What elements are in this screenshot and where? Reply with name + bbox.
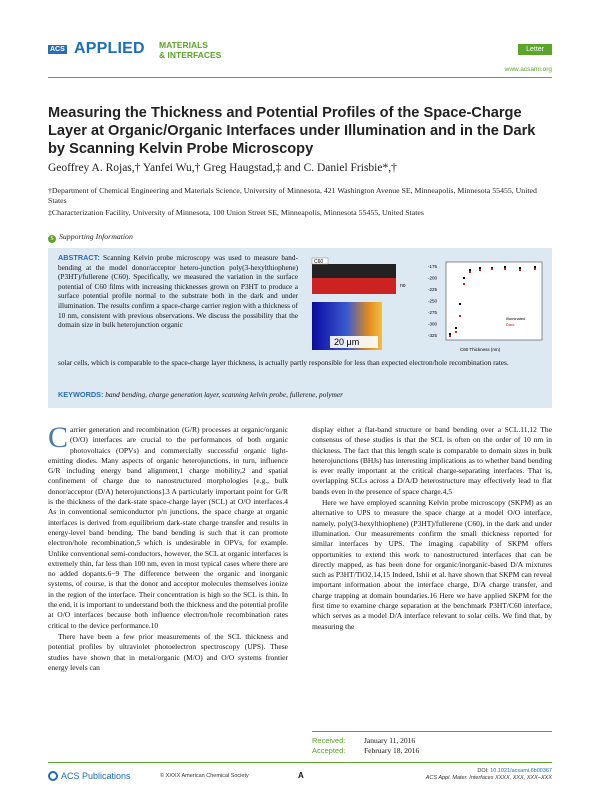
device-top-layer (312, 264, 396, 278)
page-number: A (298, 771, 304, 780)
accepted-date: February 18, 2016 (364, 746, 420, 755)
legend-illuminated: Illuminated (506, 316, 526, 321)
device-red-layer (312, 278, 396, 294)
article-type-badge: Letter (518, 44, 552, 55)
no-label: no (400, 283, 406, 289)
doi-link[interactable]: 10.1021/acsami.6b00367 (490, 768, 552, 774)
plot-point-illuminated (504, 266, 506, 268)
supporting-info-icon: S (48, 235, 56, 243)
dates-rule (312, 731, 552, 732)
journal-name-line2: MATERIALS (159, 40, 208, 50)
plot-point-illuminated (455, 327, 457, 329)
received-date: January 11, 2016 (364, 736, 416, 745)
copyright: © XXXX American Chemical Society (160, 773, 249, 779)
body-left-column (48, 421, 288, 674)
plot-point-dark (519, 269, 521, 271)
plot-point-illuminated (519, 267, 521, 269)
plot-y-tick: -225 (428, 287, 438, 292)
scale-bar-label: 20 μm (334, 337, 360, 347)
plot-point-illuminated (534, 266, 536, 268)
plot-point-illuminated (463, 277, 465, 279)
plot-point-illuminated (459, 303, 461, 305)
plot-point-dark (463, 283, 465, 285)
toc-graphic (310, 254, 546, 354)
plot-point-illuminated (469, 269, 471, 271)
plot-y-tick: -275 (428, 310, 438, 315)
received-dates (312, 736, 419, 756)
affiliation-1: †Department of Chemical Engineering and Materials Science, University of Minnesota, 421 Washington Avenue SE, Minneapolis, Minnesota 55455, United States (48, 186, 537, 205)
potential-plot (428, 262, 542, 352)
author-list: Geoffrey A. Rojas,† Yanfei Wu,† Greg Haugstad,‡ and C. Daniel Frisbie*,† (48, 162, 397, 174)
plot-y-tick: -200 (428, 275, 438, 281)
journal-website[interactable]: www.acsami.org (504, 66, 552, 73)
supporting-information-link[interactable]: S Supporting Information (48, 232, 133, 243)
acs-logo-icon (48, 771, 58, 781)
plot-point-illuminated (449, 333, 451, 335)
plot-y-tick: -175 (428, 264, 438, 269)
keywords (58, 390, 544, 400)
plot-y-tick: -325 (428, 333, 438, 338)
plot-point-dark (534, 268, 536, 270)
plot-x-label: C60 Thickness (nm) (460, 347, 501, 352)
plot-point-dark (459, 315, 461, 317)
affiliation-2: ‡Characterization Facility, University of Minnesota, 100 Union Street SE, Minneapolis, Minnesota 55455, United States (48, 208, 424, 217)
legend-dark: Dark (506, 322, 515, 327)
journal-name: APPLIED (74, 40, 145, 57)
keywords-values: band bending, charge generation layer, scanning kelvin probe, fullerene, polymer (105, 390, 343, 399)
plot-point-dark (479, 269, 481, 271)
acs-logo: ACS (50, 46, 65, 53)
plot-point-dark (491, 268, 493, 270)
abstract-text: ABSTRACT: Scanning Kelvin probe microscopy was used to measure band-bending at the model donor/acceptor hetero-junction poly(3-hexylthiophene) (P3HT)/fullerene (C60). Specifically, we measured the variation in the surface potential of C60 films with increasing thicknesses grown on P3HT to produce a surface potential profile normal to the substrate both in the dark and under illumination. The results confirm a space-charge carrier region with a thickness of 10 nm, consistent with previous observations. We discuss the possibility that the domain size in bulk heterojunction organic (58, 253, 298, 330)
abstract-text-continued: solar cells, which is comparable to the space-charge layer thickness, is actually partly responsible for less than expected electron/hole recombination rates. (58, 358, 509, 367)
plot-point-dark (455, 331, 457, 333)
footer-rule (48, 762, 552, 763)
plot-y-tick: -300 (428, 321, 438, 327)
journal-name-line3: & INTERFACES (159, 50, 222, 60)
paragraph-skpm: Here we have employed scanning Kelvin probe microscopy (SKPM) as an alternative to UPS to measure the space charge at a model O/O interface, namely, poly(3-hexylthiophene) (P3HT)/fullerene (C60), in the dark and under illumination. Our measurements confirm the small thickness reported for similar interfaces by UPS. The imaging capability of SKPM offers opportunities to extend this work to nanostructured interfaces that can be directly mapped, as has been done for organic/inorganic-based D/A mixtures such as P3HT/TiO2.14,15 Indeed, Ishii et al. have shown that SKPM can reveal important information about the interface charge, D/A charge transfer, and charge trapping at domain boundaries.16 Here we have applied SKPM for the first time to examine charge separation at the benchmark P3HT/C60 interface, which serves as a model D/A interface relevant to solar cells. We find that, by measuring the (312, 498, 552, 631)
paragraph-continued: display either a flat-band structure or band bending over a SCL.11,12 The consensus of these studies is that the SCL is often on the order of 10 nm in thickness. The fact that this length scale is comparable to domain sizes in bulk heterojunctions (BHJs) has interesting implications as to whether band bending is ever really important at the critical charge-separating interfaces. That is, overlapping SCLs across a D/A/D heterostructure may effectively lead to flat bands even in the presence of space charge.4,5 (312, 425, 552, 496)
plot-point-dark (504, 268, 506, 270)
header-rule (48, 77, 552, 78)
body-right-column (312, 425, 552, 633)
doi-block: DOI: 10.1021/acsami.6b00367 ACS Appl. Mater. Interfaces XXXX, XXX, XXX−XXX (425, 768, 552, 781)
acs-publications-logo: ACS Publications (48, 771, 131, 781)
article-title: Measuring the Thickness and Potential Profiles of the Space-Charge Layer at Organic/Organic Interfaces under Illumination and in the Dark by Scanning Kelvin Probe Microscopy (48, 105, 536, 157)
citation: ACS Appl. Mater. Interfaces XXXX, XXX, XXX−XXX (425, 775, 552, 781)
plot-point-dark (469, 271, 471, 273)
accepted-label: Accepted: (312, 746, 346, 755)
received-label: Received: (312, 736, 346, 745)
plot-y-tick: -250 (428, 298, 438, 304)
journal-header (48, 40, 552, 74)
paragraph-intro: Carrier generation and recombination (G/R) processes at organic/organic (O/O) interfaces are crucial to the performances of both organic photovoltaics (OPVs) and commercially successful organic light-emitting diodes. Many aspects of organic heterojunctions, in turn, influence G/R including energy band alignment,1 charge mobility,2 and spatial confinement of charge due to nanostructured morphologies [e.g., bulk donor/acceptor (D/A) heterojunctions].3 A particularly important point for G/R is the thickness of the dark-state space-charge layer (SCL) at O/O interfaces.4 As in conventional semiconductor p/n junctions, the space charge at organic interfaces is derived from equilibrium dark-state charge transfer and results in energy-level band bending. The band bending is such that it can promote electron/hole recombination,5 which is undesirable in OPVs, for example. Unlike conventional semi-conductors, however, the SCL at organic interfaces is extremely thin, far less than 100 nm, even in most typical cases where there are no added dopants.6−9 The difference between the organic and inorganic systems, of course, is that the donor and acceptor molecules themselves ionize in the region of the interface. Their concentration is high so the SCL is thin. In the end, it is important to understand both the thickness and the potential profile at O/O interfaces because both influence electron/hole recombination rates critical to the device performance.10 (48, 421, 288, 630)
plot-point-illuminated (479, 267, 481, 269)
paragraph-prior-measurements: There have been a few prior measurements of the SCL thickness and potential profiles by ultraviolet photoelectron spectroscopy (UPS). These studies have shown that in metal/organic (M/O) and O/O systems frontier energy levels can (48, 631, 288, 672)
abstract-label: ABSTRACT: (58, 253, 100, 262)
c60-label: C60 (314, 259, 324, 265)
keywords-label: KEYWORDS: (58, 390, 104, 399)
plot-frame (446, 262, 542, 340)
plot-point-dark (449, 335, 451, 337)
drop-cap: C (48, 421, 69, 454)
